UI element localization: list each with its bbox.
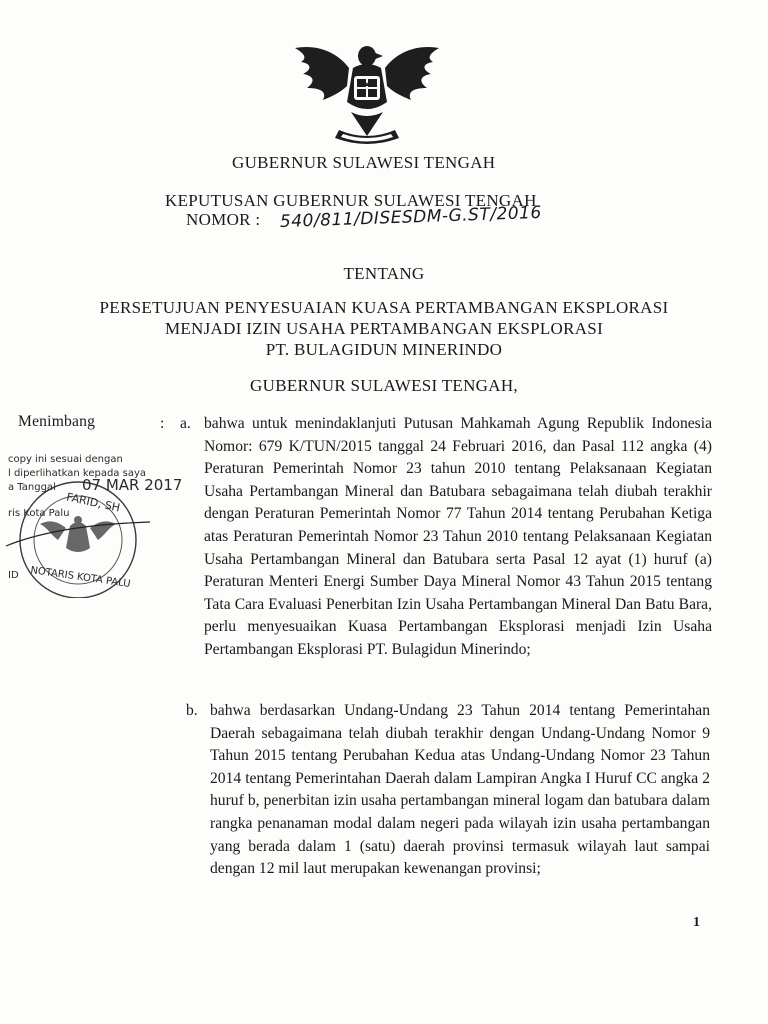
clause-a-text: bahwa untuk menindaklanjuti Putusan Mahkamah Agung Republik Indonesia Nomor: 679 K/TUN/2015 tanggal 24 Februari 2016, dan Pasal 112 angka (4) Peraturan Pemerintah Nomor 23 tahun 2010 tentang Pelaksanaan Kegiatan Usaha Pertambangan Mineral dan Batubara sebagaimana telah diubah terakhir dengan Peraturan Pemerintah Nomor 77 Tahun 2014 tentang Perubahan Ketiga atas Peraturan Pemerintah Nomor 23 Tahun 2010 tentang Pelaksanaan Kegiatan Usaha Pertambangan Mineral dan Batubara serta Pasal 12 ayat (1) huruf (a) Peraturan Menteri Energi Sumber Daya Mineral Nomor 43 Tahun 2015 tentang Tata Cara Evaluasi Penerbitan Izin Usaha Pertambangan Mineral Dan Batu Bara, perlu menyesuaikan Kuasa Pertambangan Eksplorasi menjadi Izin Usaha Pertambangan Eksplorasi PT. Bulagidun Minerindo; bbox=[204, 415, 712, 658]
menimbang-colon: : bbox=[160, 415, 165, 432]
clause-a-marker: a. bbox=[180, 415, 191, 432]
stamp-line-1: copy ini sesuai dengan bbox=[8, 454, 123, 465]
stamp-city: ris Kota Palu bbox=[8, 508, 70, 519]
stamp-line-2: l diperlihatkan kepada saya bbox=[8, 468, 146, 479]
subject-line-1: PERSETUJUAN PENYESUAIAN KUASA PERTAMBANGAN EKSPLORASI bbox=[99, 298, 669, 317]
nomor-label: NOMOR : bbox=[186, 210, 261, 229]
subject-line-3: PT. BULAGIDUN MINERINDO bbox=[265, 340, 503, 359]
clause-b-marker: b. bbox=[186, 702, 198, 719]
nomor-value: 540/811/DISESDM-G.ST/2016 bbox=[279, 202, 543, 232]
stamp-date: 07 MAR 2017 bbox=[82, 476, 183, 494]
stamp-line-3: a Tanggal bbox=[8, 482, 56, 493]
page-number: 1 bbox=[693, 915, 700, 930]
issuer-signature-heading: GUBERNUR SULAWESI TENGAH, bbox=[250, 376, 518, 395]
subject-line-2: MENJADI IZIN USAHA PERTAMBANGAN EKSPLORASI bbox=[164, 319, 604, 338]
menimbang-label: Menimbang bbox=[18, 413, 96, 430]
decree-title: KEPUTUSAN GUBERNUR SULAWESI TENGAH bbox=[165, 191, 537, 210]
notary-stamp bbox=[0, 448, 183, 598]
stamp-id: ID bbox=[8, 570, 19, 581]
clause-b-text: bahwa berdasarkan Undang-Undang 23 Tahun 2014 tentang Pemerintahan Daerah sebagaimana telah diubah terakhir dengan Undang-Undang Nomor 9 Tahun 2015 tentang Perubahan Kedua atas Undang-Undang Nomor 23 Tahun 2014 tentang Pemerintahan Daerah dalam Lampiran Angka I Huruf CC angka 2 huruf b, penerbitan izin usaha pertambangan mineral logam dan batubara dalam rangka penanaman modal dalam negeri pada wilayah izin usaha pertambangan yang berada dalam 1 (satu) daerah provinsi termasuk wilayah laut sampai dengan 12 mil laut merupakan kewenangan provinsi; bbox=[210, 702, 710, 878]
stamp-notary-name: FARID, SH bbox=[65, 490, 122, 515]
stamp-ring-text: NOTARIS KOTA PALU bbox=[29, 565, 132, 590]
garuda-emblem-icon bbox=[287, 38, 447, 150]
issuer-title: GUBERNUR SULAWESI TENGAH bbox=[232, 153, 496, 172]
tentang-heading: TENTANG bbox=[343, 264, 425, 283]
